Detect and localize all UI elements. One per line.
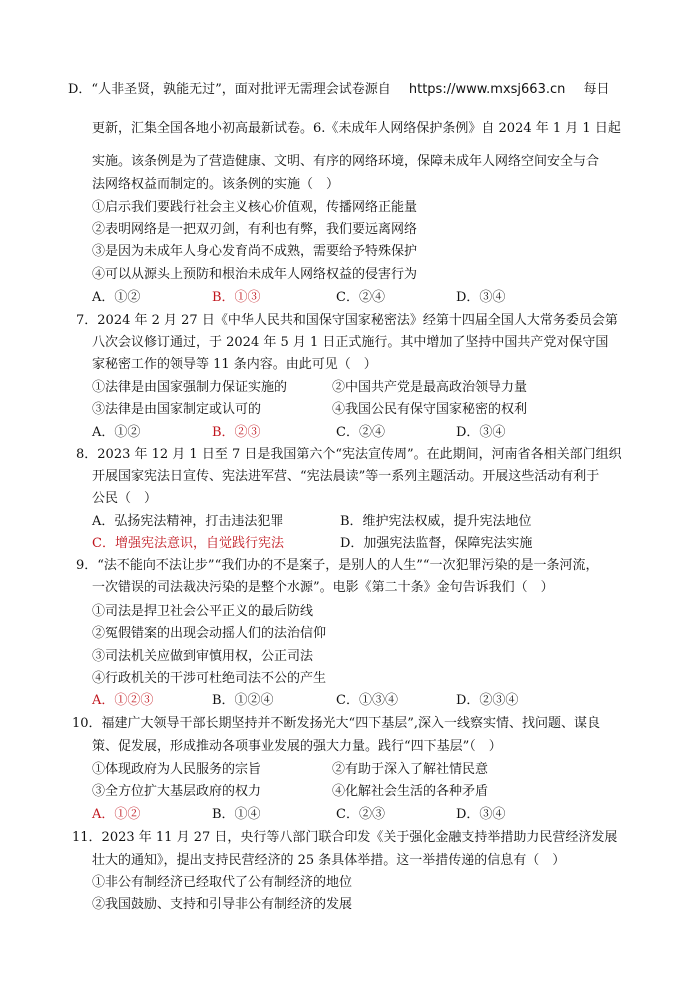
q7-option-d: D．③④ [456,425,506,440]
q10-option-a: A．①② [92,807,141,822]
q6-option-c: C．②④ [336,290,385,305]
q7-item-4: ④我国公民有保守国家秘密的权利 [332,402,528,417]
q10-stem-line-2: 策、促发展，形成推动各项事业发展的强大力量。践行“四下基层”（ ） [92,739,502,754]
q10-option-c: C．②③ [336,807,385,822]
q9-item-4: ④行政机关的干涉可杜绝司法不公的产生 [92,671,327,686]
q9-option-d: D．②③④ [456,693,519,708]
q11-stem-line-2: 壮大的通知》，提出支持民营经济的 25 条具体举措。这一举措传递的信息有（ ） [92,853,566,868]
q7-item-2: ②中国共产党是最高政治领导力量 [332,380,528,395]
q10-item-1: ①体现政府为人民服务的宗旨 [92,762,262,777]
q8-option-b: B．维护宪法权威，提升宪法地位 [340,514,532,529]
q9-item-2: ②冤假错案的出现会动摇人们的法治信仰 [92,626,327,641]
q5-option-d-text: D．“人非圣贤，孰能无过”，面对批评无需理会试卷源自 [68,82,391,97]
q7-option-c: C．②④ [336,425,385,440]
q7-option-b: B．②③ [212,425,261,440]
q10-item-2: ②有助于深入了解社情民意 [332,762,489,777]
q8-stem-line-1: 8．2023 年 12 月 1 日至 7 日是我国第六个“宪法宣传周”。在此期间，河南省各相关部门组织 [76,447,622,462]
q10-item-4: ④化解社会生活的各种矛盾 [332,784,489,799]
q6-item-1: ①启示我们要践行社会主义核心价值观，传播网络正能量 [92,200,418,215]
q8-stem-line-3: 公民（ ） [92,491,158,506]
q6-stem-line-0: 更新，汇集全国各地小初高最新试卷。6.《未成年人网络保护条例》自 2024 年 1 月 1 日起 [92,121,621,136]
q6-item-4: ④可以从源头上预防和根治未成年人网络权益的侵害行为 [92,267,418,282]
q10-option-d: D．③④ [456,807,506,822]
q9-stem-line-2: 一次错误的司法裁决污染的是整个水源”。电影《第二十条》金句告诉我们（ ） [92,580,554,595]
q7-stem-line-3: 家秘密工作的领导等 11 条内容。由此可见（ ） [92,357,377,372]
q9-option-a: A．①②③ [92,693,154,708]
q11-stem-line-1: 11．2023 年 11 月 27 日，央行等八部门联合印发《关于强化金融支持举措助力民营经济发展 [72,830,618,845]
q7-stem-line-1: 7．2024 年 2 月 27 日《中华人民共和国保守国家秘密法》经第十四届全国人大常务委员会第 [76,313,618,328]
q11-item-2: ②我国鼓励、支持和引导非公有制经济的发展 [92,897,353,912]
q8-option-c: C．增强宪法意识，自觉践行宪法 [92,536,284,551]
q11-item-1: ①非公有制经济已经取代了公有制经济的地位 [92,875,353,890]
q6-item-2: ②表明网络是一把双刃剑，有利也有弊，我们要远离网络 [92,222,418,237]
q7-option-a: A．①② [92,425,141,440]
q9-stem-line-1: 9．“法不能向不法让步”“我们办的不是案子，是别人的人生”“一次犯罪污染的是一条河流， [76,558,599,573]
q6-option-d: D．③④ [456,290,506,305]
q6-stem-line-1: 实施。该条例是为了营造健康、文明、有序的网络环境，保障未成年人网络空间安全与合 [92,154,600,169]
q7-item-3: ③法律是由国家制定或认可的 [92,402,262,417]
q5-option-d-line [68,81,610,99]
q10-option-b: B．①④ [212,807,261,822]
q9-option-b: B．①②④ [212,693,274,708]
q10-item-3: ③全方位扩大基层政府的权力 [92,784,262,799]
q9-option-c: C．①③④ [336,693,398,708]
source-url: https://www.mxsj663.cn [408,82,566,97]
q10-stem-line-1: 10．福建广大领导干部长期坚持并不断发扬光大“四下基层”,深入一线察实情、找问题、谋良 [72,716,600,731]
q9-item-3: ③司法机关应做到审慎用权，公正司法 [92,649,314,664]
q8-option-d: D．加强宪法监督，保障宪法实施 [340,536,533,551]
source-tail-text: 每日 [583,82,610,97]
q9-item-1: ①司法是捍卫社会公平正义的最后防线 [92,604,314,619]
q6-item-3: ③是因为未成年人身心发育尚不成熟，需要给予特殊保护 [92,244,418,259]
q6-option-b: B．①③ [212,290,261,305]
q6-stem-line-2: 法网络权益而制定的。该条例的实施（ ） [92,177,340,192]
q7-item-1: ①法律是由国家强制力保证实施的 [92,380,288,395]
q7-stem-line-2: 八次会议修订通过，于 2024 年 5 月 1 日正式施行。其中增加了坚持中国共产党对保守国 [92,335,609,350]
q6-option-a: A．①② [92,290,141,305]
q8-stem-line-2: 开展国家宪法日宣传、宪法进军营、“宪法晨读”等一系列主题活动。开展这些活动有利于 [92,469,600,484]
q8-option-a: A．弘扬宪法精神，打击违法犯罪 [92,514,284,529]
